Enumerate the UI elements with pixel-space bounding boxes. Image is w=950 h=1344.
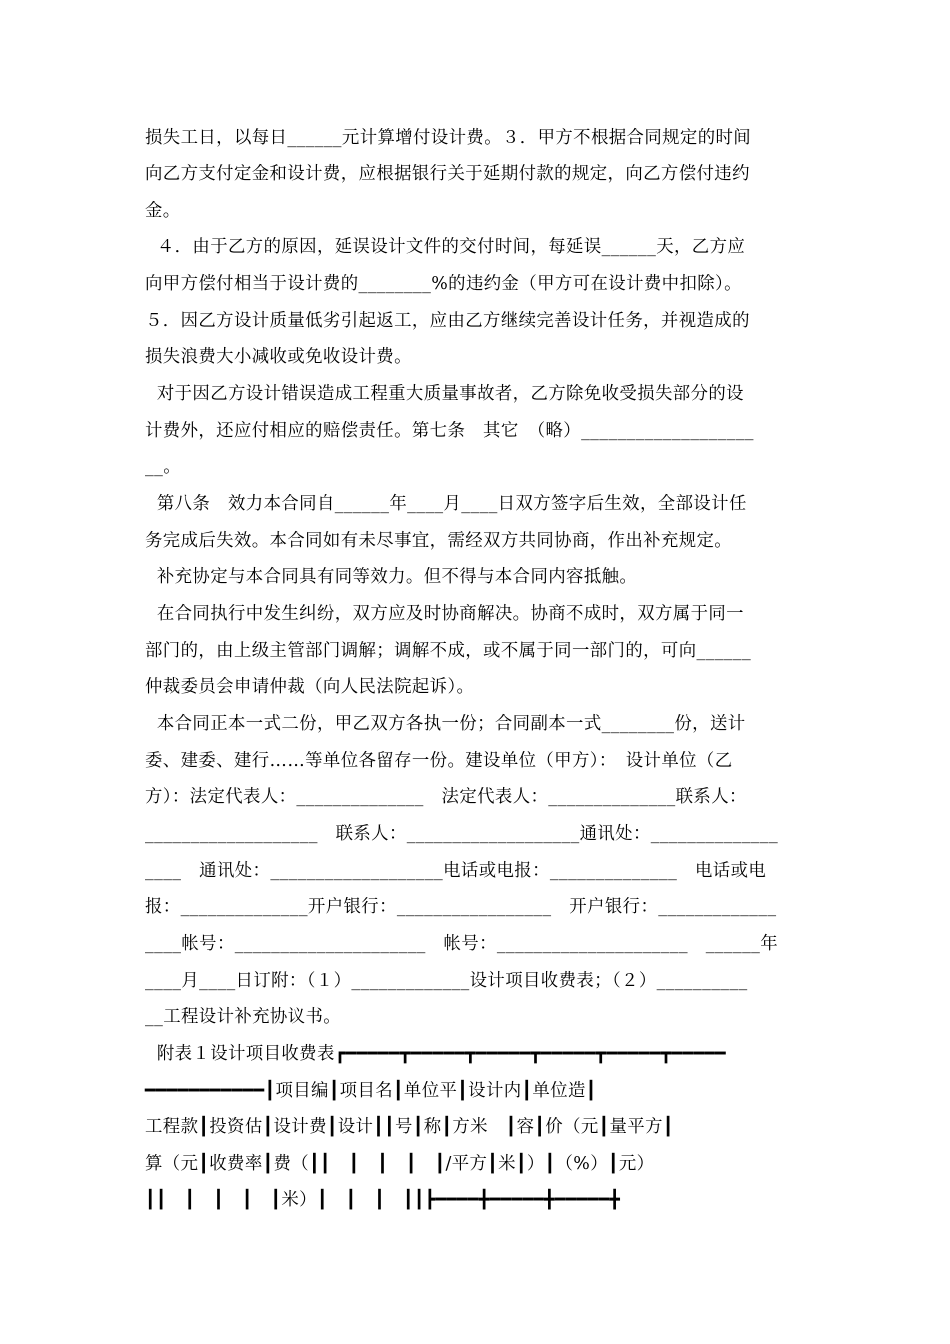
text-line: ４．由于乙方的原因，延误设计文件的交付时间，每延误______天，乙方应 bbox=[145, 237, 746, 257]
text-line: ５．因乙方设计质量低劣引起返工，应由乙方继续完善设计任务，并视造成的 bbox=[145, 311, 750, 331]
appendix-table-text: ┃┃ ┃ ┃ ┃ ┃米）┃ ┃ ┃ ┃┃┣━━━━╋━━━━━╋━━━━━╋ bbox=[145, 1190, 621, 1210]
text-line: ____ 通讯处：___________________电话或电报：______________ 电话或电 bbox=[145, 861, 767, 881]
text-line: 对于因乙方设计错误造成工程重大质量事故者，乙方除免收受损失部分的设 bbox=[145, 384, 744, 404]
text-line: 部门的，由上级主管部门调解；调解不成，或不属于同一部门的，可向______ bbox=[145, 641, 752, 661]
appendix-table-text: 附表１设计项目收费表┏━━━━━┳━━━━━┳━━━━━┳━━━━━┳━━━━━┳━━━━━ bbox=[145, 1044, 727, 1064]
text-line: 金。 bbox=[145, 201, 181, 221]
text-line: 方）：法定代表人：______________ 法定代表人：______________联系人： bbox=[145, 787, 747, 807]
text-line: 报：______________开户银行：_________________ 开户银行：_____________ bbox=[145, 897, 777, 917]
appendix-table-text: 工程款┃投资估┃设计费┃设计┃┃号┃称┃方米 ┃容┃价（元┃量平方┃ bbox=[145, 1117, 674, 1137]
appendix-table-text: 算（元┃收费率┃费（┃┃ ┃ ┃ ┃ ┃/平方┃米┃）┃（%）┃元） bbox=[145, 1154, 655, 1174]
text-line: 本合同正本一式二份，甲乙双方各执一份；合同副本一式________份，送计 bbox=[145, 714, 746, 734]
text-line: 第八条 效力本合同自______年____月____日双方签字后生效，全部设计任 bbox=[145, 494, 747, 514]
text-line: 损失浪费大小减收或免收设计费。 bbox=[145, 347, 412, 367]
text-line: 向甲方偿付相当于设计费的________%的违约金（甲方可在设计费中扣除）。 bbox=[145, 274, 742, 294]
text-line: __工程设计补充协议书。 bbox=[145, 1007, 342, 1027]
text-line: 向乙方支付定金和设计费，应根据银行关于延期付款的规定，向乙方偿付违约 bbox=[145, 164, 750, 184]
text-line: 补充协定与本合同具有同等效力。但不得与本合同内容抵触。 bbox=[145, 567, 638, 587]
text-line: 务完成后失效。本合同如有未尽事宜，需经双方共同协商，作出补充规定。 bbox=[145, 531, 733, 551]
text-line: ____月____日订附：（１）_____________设计项目收费表；（２）__________ bbox=[145, 971, 748, 991]
text-line: 损失工日，以每日______元计算增付设计费。３．甲方不根据合同规定的时间 bbox=[145, 128, 752, 148]
text-line: __。 bbox=[145, 457, 181, 477]
text-line: 委、建委、建行……等单位各留存一份。建设单位（甲方）： 设计单位（乙 bbox=[145, 751, 733, 771]
text-line: 在合同执行中发生纠纷，双方应及时协商解决。协商不成时，双方属于同一 bbox=[145, 604, 744, 624]
text-line: ____帐号：_____________________ 帐号：_____________________ ______年 bbox=[145, 934, 779, 954]
text-line: ___________________ 联系人：___________________通讯处：______________ bbox=[145, 824, 779, 844]
text-line: 计费外，还应付相应的赔偿责任。第七条 其它 （略）___________________ bbox=[145, 421, 754, 441]
appendix-table-text: ━━━━━━━━━━━┃项目编┃项目名┃单位平┃设计内┃单位造┃ bbox=[145, 1081, 597, 1101]
text-line: 仲裁委员会申请仲裁（向人民法院起诉）。 bbox=[145, 677, 475, 697]
